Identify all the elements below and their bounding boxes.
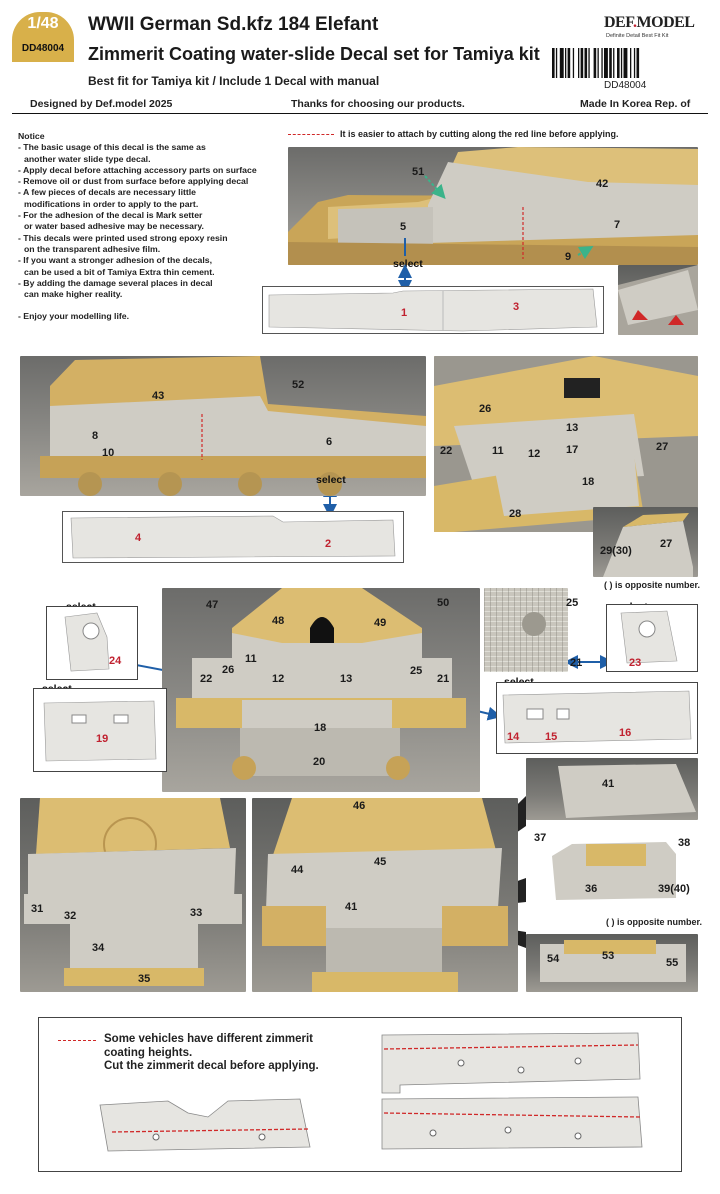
- part-number: 11: [492, 445, 504, 457]
- part-number: 22: [200, 673, 213, 685]
- part-number: 1: [401, 307, 408, 319]
- notice-line: - The basic usage of this decal is the same as: [18, 142, 206, 153]
- part-number: 46: [353, 800, 366, 812]
- product-tagline: Best fit for Tamiya kit / Include 1 Decal with manual: [88, 74, 380, 88]
- part-number: 23: [629, 657, 642, 669]
- photo-left-side: [20, 356, 426, 496]
- part-number: 8: [92, 430, 99, 442]
- decal-sheet-19: [33, 688, 167, 772]
- part-number: 14: [507, 731, 520, 743]
- part-number: 32: [64, 910, 77, 922]
- decal-sheet-14-16: [496, 682, 698, 754]
- part-number: 16: [619, 727, 632, 739]
- part-number: 3: [513, 301, 520, 313]
- part-number: 22: [440, 445, 453, 457]
- notice-line: - Remove oil or dust from surface before applying decal: [18, 176, 249, 187]
- part-number: 2: [325, 538, 332, 550]
- part-number: 26: [222, 664, 235, 676]
- scale-label: 1/48: [27, 15, 59, 32]
- product-code-label: DD48004: [21, 43, 65, 54]
- part-number: 27: [660, 538, 673, 550]
- photo-front-top: [20, 798, 246, 992]
- part-number: 9: [565, 251, 572, 263]
- part-number: 15: [545, 731, 558, 743]
- product-title: WWII German Sd.kfz 184 Elefant: [88, 14, 379, 35]
- part-number: 13: [340, 673, 353, 685]
- part-number: 4: [135, 532, 142, 544]
- part-number: 29(30): [600, 545, 632, 557]
- part-number: 25: [566, 597, 579, 609]
- part-number: 41: [345, 901, 358, 913]
- part-number: 41: [602, 778, 615, 790]
- part-number: 21: [437, 673, 450, 685]
- part-number: 21: [570, 657, 583, 669]
- height-guide-note: Some vehicles have different zimmerit coating heights. Cut the zimmerit decal before applying.: [104, 1033, 319, 1072]
- notice-line: modifications in order to apply to the part.: [24, 198, 199, 209]
- part-number: 47: [206, 599, 219, 611]
- made-in-label: Made In Korea Rep. of: [580, 98, 691, 110]
- designer-credit: Designed by Def.model 2025: [30, 98, 173, 110]
- part-number: 54: [547, 953, 560, 965]
- photo-stowage-box: [526, 826, 698, 914]
- part-number: 12: [528, 448, 541, 460]
- part-number: 10: [102, 447, 115, 459]
- part-number: 39(40): [658, 883, 690, 895]
- part-number: 13: [566, 422, 579, 434]
- part-number: 28: [509, 508, 522, 520]
- part-number: 26: [479, 403, 492, 415]
- barcode-number: DD48004: [604, 80, 647, 91]
- part-number: 18: [314, 722, 327, 734]
- part-number: 44: [291, 864, 304, 876]
- part-number: 11: [245, 653, 257, 665]
- decal-sheet-1-3: [262, 286, 604, 334]
- notice-line: - If you want a stronger adhesion of the decals,: [18, 255, 213, 266]
- notice-line: - Apply decal before attaching accessory parts on surface: [18, 164, 257, 175]
- part-number: 6: [326, 436, 333, 448]
- notice-line: or water based adhesive may be necessary.: [24, 221, 204, 232]
- photo-front-top-2: [252, 798, 518, 992]
- notice-line: on the transparent adhesive film.: [24, 243, 161, 254]
- part-number: 31: [31, 903, 44, 915]
- photo-hatch-detail: [484, 588, 568, 672]
- part-number: 42: [596, 178, 609, 190]
- notice-line: can be used a bit of Tamiya Extra thin cement.: [24, 266, 215, 277]
- decal-sheet-24: [46, 606, 138, 680]
- part-number: 55: [666, 957, 679, 969]
- notice-line: - By adding the damage several places in decal: [18, 277, 213, 288]
- notice-line: - This decals were printed used strong epoxy resin: [18, 232, 228, 243]
- part-number: 12: [272, 673, 285, 685]
- select-label: select: [316, 474, 346, 486]
- part-number: 5: [400, 221, 407, 233]
- photo-fender-inset: [593, 507, 698, 577]
- redline-note: It is easier to attach by cutting along the red line before applying.: [288, 129, 619, 139]
- thanks-message: Thanks for choosing our products.: [291, 98, 465, 110]
- part-number: 48: [272, 615, 285, 627]
- part-number: 37: [534, 832, 547, 844]
- opposite-note: ( ) is opposite number.: [604, 580, 701, 590]
- decal-sheet-23: [606, 604, 698, 672]
- part-number: 52: [292, 379, 305, 391]
- part-number: 45: [374, 856, 387, 868]
- brand-tagline: Definite Detail Best Fit Kit: [606, 33, 669, 39]
- product-subtitle: Zimmerit Coating water-slide Decal set for Tamiya kit: [88, 44, 540, 64]
- part-number: 36: [585, 883, 598, 895]
- height-guide-diagrams: [38, 1017, 682, 1172]
- part-number: 25: [410, 665, 423, 677]
- part-number: 49: [374, 617, 387, 629]
- notice-line: - For the adhesion of the decal is Mark setter: [18, 210, 203, 221]
- decal-sheet-2-4: [62, 511, 404, 563]
- part-number: 7: [614, 219, 621, 231]
- notice-line: can make higher reality.: [24, 289, 123, 300]
- part-number: 18: [582, 476, 595, 488]
- part-number: 38: [678, 837, 691, 849]
- part-number: 35: [138, 973, 151, 985]
- part-number: 51: [412, 166, 425, 178]
- part-number: 24: [109, 655, 122, 667]
- part-number: 34: [92, 942, 105, 954]
- notice-line: - Enjoy your modelling life.: [18, 311, 130, 322]
- part-number: 50: [437, 597, 450, 609]
- notice-heading: Notice: [18, 131, 45, 141]
- select-label: select: [393, 258, 423, 270]
- part-number: 43: [152, 390, 165, 402]
- part-number: 19: [96, 733, 109, 745]
- part-number: 20: [313, 756, 326, 768]
- part-number: 27: [656, 441, 669, 453]
- opposite-note: ( ) is opposite number.: [606, 917, 703, 927]
- part-number: 53: [602, 950, 615, 962]
- part-number: 17: [566, 444, 579, 456]
- brand-logo: DEF.MODEL: [604, 14, 695, 31]
- notice-line: - A few pieces of decals are necessary little: [18, 187, 197, 198]
- notice-line: another water slide type decal.: [24, 153, 151, 164]
- part-number: 33: [190, 907, 203, 919]
